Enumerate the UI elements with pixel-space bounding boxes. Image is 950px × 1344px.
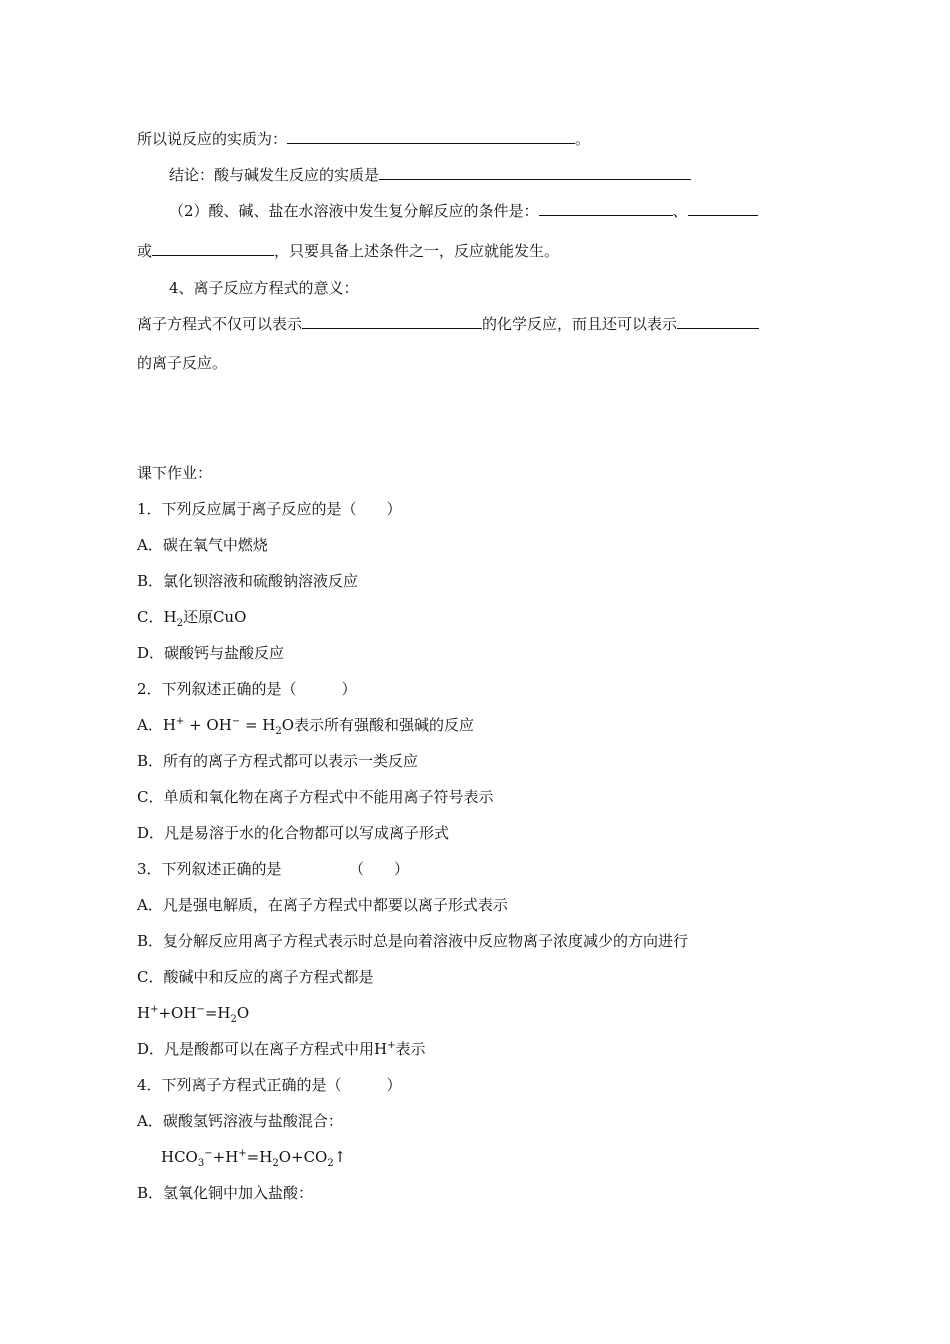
q3-option-c: C．酸碱中和反应的离子方程式都是 (137, 968, 374, 986)
q4-option-a-equation: $HCO_3^-+H^+=H_2O+CO_2↑$ (161, 1148, 347, 1169)
section4-title: 4、离子反应方程式的意义： (169, 279, 359, 297)
essence-line: 所以说反应的实质为： 。 (137, 130, 591, 148)
meaning-blank-2[interactable] (677, 313, 759, 329)
q1-option-c: C．$H_2$还原CuO (137, 608, 247, 629)
condition-line: （2）酸、碱、盐在水溶液中发生复分解反应的条件是： 、 (169, 200, 758, 221)
or-line: 或 ，只要具备上述条件之一，反应就能发生。 (137, 242, 560, 260)
q2-option-c: C．单质和氧化物在离子方程式中不能用离子符号表示 (137, 788, 494, 806)
conclusion-line: 结论：酸与碱发生反应的实质是 (169, 164, 691, 185)
q3-equation: $H^++OH^-=H_2O$ (137, 1004, 250, 1025)
q4-option-b: B．氢氧化铜中加入盐酸： (137, 1184, 314, 1202)
q1-option-d: D．碳酸钙与盐酸反应 (137, 644, 285, 662)
q1-stem: 1．下列反应属于离子反应的是（ ） (137, 500, 402, 518)
conclusion-blank[interactable] (379, 164, 691, 180)
q3-stem: 3．下列叙述正确的是 （ ） (137, 860, 410, 878)
q4-option-a: A．碳酸氢钙溶液与盐酸混合： (137, 1112, 343, 1130)
condition-blank-3[interactable] (152, 240, 274, 256)
q3-option-d: D．凡是酸都可以在离子方程式中用H+表示 (137, 1040, 426, 1058)
q4-stem: 4．下列离子方程式正确的是（ ） (137, 1076, 402, 1094)
q3-option-a: A．凡是强电解质，在离子方程式中都要以离子形式表示 (137, 896, 508, 914)
q2-option-b: B．所有的离子方程式都可以表示一类反应 (137, 752, 419, 770)
q1-option-a: A．碳在氧气中燃烧 (137, 536, 268, 554)
condition-blank-1[interactable] (539, 200, 673, 216)
q1-option-b: B．氯化钡溶液和硫酸钠溶液反应 (137, 572, 359, 590)
q2-option-a: A．$H^+ + OH^- = H_2O$表示所有强酸和强碱的反应 (137, 716, 475, 737)
condition-blank-2[interactable] (688, 200, 758, 216)
meaning-end: 的离子反应。 (137, 354, 228, 372)
meaning-line: 离子方程式不仅可以表示 的化学反应，而且还可以表示 (137, 313, 759, 334)
essence-blank[interactable] (287, 128, 575, 144)
q2-stem: 2．下列叙述正确的是（ ） (137, 680, 357, 698)
homework-title: 课下作业： (137, 464, 213, 482)
meaning-blank-1[interactable] (302, 313, 482, 329)
q3-option-b: B．复分解反应用离子方程式表示时总是向着溶液中反应物离子浓度减少的方向进行 (137, 932, 689, 950)
q2-option-d: D．凡是易溶于水的化合物都可以写成离子形式 (137, 824, 450, 842)
